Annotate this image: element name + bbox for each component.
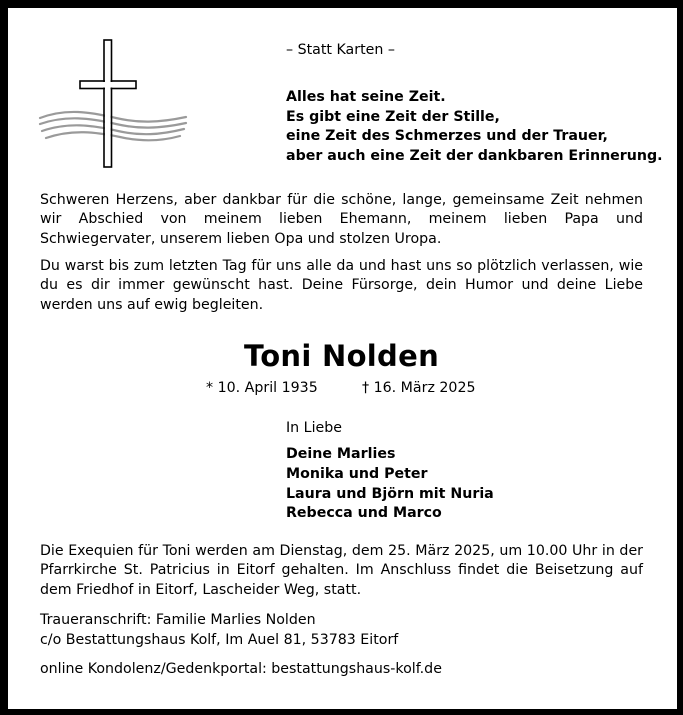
statt-karten-label: – Statt Karten – <box>286 42 395 58</box>
online-condolence-link[interactable]: online Kondolenz/Gedenkportal: bestattungshaus-kolf.de <box>40 661 442 677</box>
mourner-name: Monika und Peter <box>286 466 428 482</box>
intro-paragraph: Du warst bis zum letzten Tag für uns alle da und hast uns so plötzlich verlassen, wie du es dir immer gewünscht hast. Deine Fürsorge, dein Humor und deine Liebe werden uns auf ewig begleiten. <box>40 258 643 313</box>
mourner-name: Laura und Björn mit Nuria <box>286 486 494 502</box>
deceased-name: Toni Nolden <box>243 339 440 373</box>
quote-line: eine Zeit des Schmerzes und der Trauer, <box>286 128 608 144</box>
quote-line: aber auch eine Zeit der dankbaren Erinnerung. <box>286 148 663 164</box>
quote-line: Es gibt eine Zeit der Stille, <box>286 109 500 125</box>
intro-paragraph: Schweren Herzens, aber dankbar für die schöne, lange, gemeinsame Zeit nehmen wir Abschied von meinem lieben Ehemann, meinem lieben Papa und Schwiegervater, unserem lieben Opa und stolzen Uropa. <box>40 192 643 247</box>
birth-date: * 10. April 1935 <box>206 380 318 396</box>
death-date: † 16. März 2025 <box>362 380 476 396</box>
mourners-intro: In Liebe <box>286 420 342 436</box>
address-line: Traueranschrift: Familie Marlies Nolden <box>40 612 316 628</box>
funeral-details: Die Exequien für Toni werden am Dienstag, dem 25. März 2025, um 10.00 Uhr in der Pfarrkirche St. Patricius in Eitorf gehalten. Im Anschluss findet die Beisetzung auf dem Friedhof in Eitorf, Lascheider Weg, statt. <box>40 543 643 598</box>
address-line: c/o Bestattungshaus Kolf, Im Auel 81, 53783 Eitorf <box>40 632 399 648</box>
quote-line: Alles hat seine Zeit. <box>286 89 446 105</box>
mourner-name: Deine Marlies <box>286 446 396 462</box>
cross-with-waves-icon <box>38 38 188 170</box>
mourner-name: Rebecca und Marco <box>286 505 442 521</box>
